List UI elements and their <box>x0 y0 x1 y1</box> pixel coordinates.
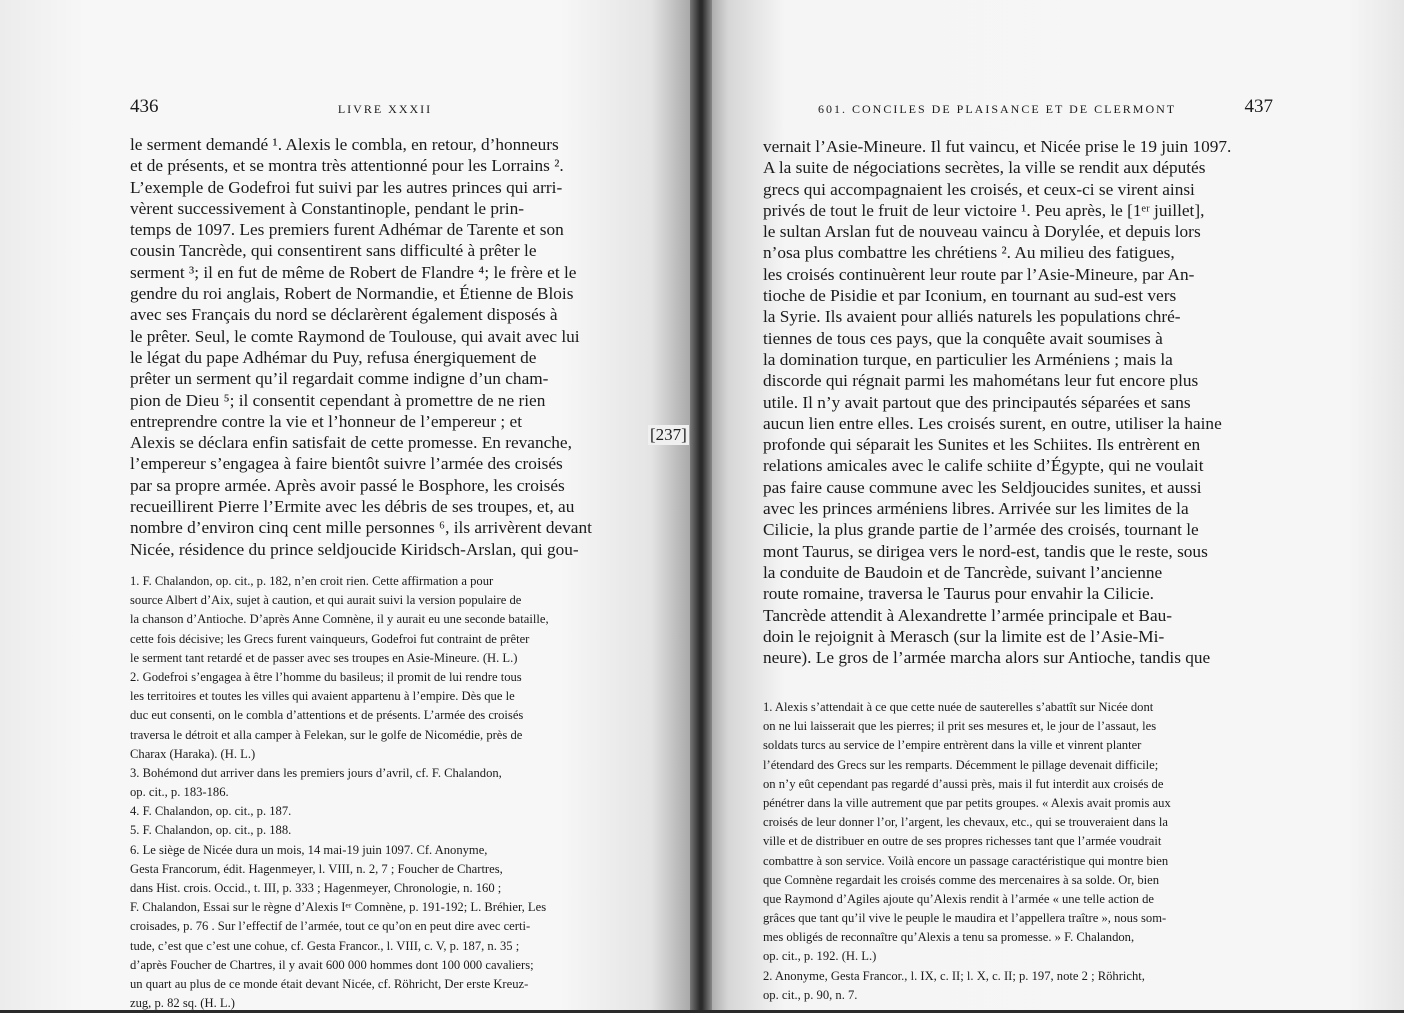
body-line: recueillirent Pierre l’Ermite avec les débris de ses troupes, et, au <box>130 497 575 517</box>
body-line: route romaine, traversa le Taurus pour envahir la Cilicie. <box>763 584 1154 604</box>
body-line: la domination turque, en particulier les Arméniens ; mais la <box>763 349 1173 369</box>
footnote-line: croisades, p. 76 . Sur l’effectif de l’armée, tout ce qu’on en peut dire avec certi- <box>130 919 531 934</box>
marginal-page-reference: [237] <box>650 425 687 444</box>
body-line: grecs qui accompagnaient les croisés, et ceux-ci se virent ainsi <box>763 179 1195 199</box>
footnote-line: 3. Bohémond dut arriver dans les premiers jours d’avril, cf. F. Chalandon, <box>130 765 502 780</box>
body-line: les croisés continuèrent leur route par l’Asie-Mineure, par An- <box>763 264 1195 284</box>
body-line: pion de Dieu ⁵; il consentit cependant à promettre de ne rien <box>130 390 546 410</box>
body-line: la conduite de Baudoin et de Tancrède, suivant l’ancienne <box>763 562 1163 582</box>
footnote-line: duc eut consenti, on le combla d’attentions et de présents. L’armée des croisés <box>130 708 524 723</box>
footnote-line: op. cit., p. 90, n. 7. <box>763 987 858 1002</box>
right-running-head: 601. CONCILES DE PLAISANCE ET DE CLERMONT <box>818 102 1177 116</box>
body-line: utile. Il n’y avait partout que des principautés séparées et sans <box>763 392 1191 412</box>
left-page-number: 436 <box>130 96 159 117</box>
body-line: neure). Le gros de l’armée marcha alors sur Antioche, tandis que <box>763 648 1211 668</box>
body-line: relations amicales avec le calife schiite d’Égypte, qui ne voulait <box>763 456 1204 476</box>
body-line: nombre d’environ cinq cent mille personnes ⁶, ils arrivèrent devant <box>130 518 592 538</box>
footnote-line: croisés de leur donner l’or, l’argent, les chevaux, etc., qui se trouveraient dans la <box>763 815 1168 830</box>
footnote-line: 5. F. Chalandon, op. cit., p. 188. <box>130 823 292 838</box>
left-footnotes <box>130 572 640 1013</box>
body-line: vèrent successivement à Constantinople, pendant le prin- <box>130 198 524 218</box>
footnote-line: zug, p. 82 sq. (H. L.) <box>130 996 235 1011</box>
footnote-line: op. cit., p. 192. (H. L.) <box>763 949 877 964</box>
book-gutter <box>690 0 712 1010</box>
body-line: discorde qui régnait parmi les mahométans leur fut encore plus <box>763 371 1199 391</box>
footnote-line: les territoires et toutes les villes qui avaient appartenu à l’empire. Dès que le <box>130 689 515 704</box>
footnote-line: 1. F. Chalandon, op. cit., p. 182, n’en croit rien. Cette affirmation a pour <box>130 574 494 588</box>
footnote-line: pénétrer dans la ville autrement que par petits groupes. « Alexis avait promis aux <box>763 795 1171 810</box>
body-line: le légat du pape Adhémar du Puy, refusa énergiquement de <box>130 347 537 367</box>
body-line: profonde qui séparait les Sunites et les Schiites. Ils entrèrent en <box>763 435 1201 455</box>
footnote-line: F. Chalandon, Essai sur le règne d’Alexis Iᵉʳ Comnène, p. 191-192; L. Bréhier, Les <box>130 900 547 915</box>
footnote-line: 4. F. Chalandon, op. cit., p. 187. <box>130 804 292 819</box>
body-line: A la suite de négociations secrètes, la ville se rendit aux députés <box>763 158 1206 178</box>
footnote-line: combattre à son service. Voilà encore un passage caractéristique qui montre bien <box>763 853 1169 868</box>
right-body-text <box>763 136 1278 668</box>
body-line: Cilicie, la plus grande partie de l’armée des croisés, tournant le <box>763 520 1199 540</box>
body-line: L’exemple de Godefroi fut suivi par les autres princes qui arri- <box>130 177 563 197</box>
footnote-line: 1. Alexis s’attendait à ce que cette nuée de sauterelles s’abattît sur Nicée dont <box>763 700 1154 714</box>
body-line: gendre du roi anglais, Robert de Normandie, et Étienne de Blois <box>130 284 574 304</box>
footnote-line: un quart au plus de ce monde était devant Nicée, cf. Röhricht, Der erste Kreuz- <box>130 976 529 991</box>
body-line: n’osa plus combattre les chrétiens ². Au milieu des fatigues, <box>763 243 1175 263</box>
body-line: Nicée, résidence du prince seldjoucide Kiridsch-Arslan, qui gou- <box>130 539 579 559</box>
left-running-head: LIVRE XXXII <box>337 102 433 116</box>
body-line: mont Taurus, se dirigea vers le nord-est, tandis que le reste, sous <box>763 541 1208 561</box>
footnote-line: cette fois décisive; les Grecs furent vainqueurs, Godefroi fut contraint de prêter <box>130 631 530 646</box>
body-line: privés de tout le fruit de leur victoire ¹. Peu après, le [1ᵉʳ juillet], <box>763 200 1205 220</box>
body-line: temps de 1097. Les premiers furent Adhémar de Tarente et son <box>130 220 564 240</box>
body-line: prêter un serment qu’il regardait comme indigne d’un cham- <box>130 369 549 389</box>
footnote-line: Gesta Francorum, édit. Hagenmeyer, l. VIII, n. 2, 7 ; Foucher de Chartres, <box>130 861 503 876</box>
footnote-line: d’après Foucher de Chartres, il y avait 600 000 hommes dont 100 000 cavaliers; <box>130 957 534 972</box>
footnote-line: dans Hist. crois. Occid., t. III, p. 333 ; Hagenmeyer, Chronologie, n. 160 ; <box>130 881 502 895</box>
body-line: le sultan Arslan fut de nouveau vaincu à Dorylée, et depuis lors <box>763 222 1201 242</box>
body-line: entreprendre contre la vie et l’honneur de l’empereur ; et <box>130 411 522 431</box>
body-line: tioche de Pisidie et par Iconium, en tournant au sud-est vers <box>763 286 1177 306</box>
body-line: et de présents, et se montra très attentionné pour les Lorrains ². <box>130 156 564 176</box>
footnote-line: source Albert d’Aix, sujet à caution, et qui aurait suivi la version populaire de <box>130 593 522 608</box>
body-line: avec ses Français du nord se déclarèrent également disposés à <box>130 305 558 325</box>
footnote-line: grâces que tant qu’il vive le peuple le maudira et l’appellera traître », nous som- <box>763 911 1167 926</box>
footnote-line: Charax (Haraka). (H. L.) <box>130 746 256 761</box>
footnote-line: soldats turcs au service de l’empire entrèrent dans la ville et vinrent planter <box>763 738 1142 753</box>
footnote-line: ville et de distribuer en outre de ses propres richesses tant que l’armée voudrait <box>763 834 1162 849</box>
footnote-line: tude, c’est que c’est une cohue, cf. Gesta Francor., l. VIII, c. V, p. 187, n. 35 ; <box>130 938 520 953</box>
body-line: serment ³; il en fut de même de Robert de Flandre ⁴; le frère et le <box>130 262 577 282</box>
body-line: pas faire cause commune avec les Seldjoucides sunites, et aussi <box>763 477 1202 497</box>
body-line: par sa propre armée. Après avoir passé le Bosphore, les croisés <box>130 475 565 495</box>
body-line: la Syrie. Ils avaient pour alliés naturels les populations chré- <box>763 307 1181 327</box>
body-line: cousin Tancrède, qui consentirent sans difficulté à prêter le <box>130 241 537 261</box>
body-line: le prêter. Seul, le comte Raymond de Toulouse, qui avait avec lui <box>130 326 580 346</box>
footnote-line: 2. Anonyme, Gesta Francor., l. IX, c. II; l. X, c. II; p. 197, note 2 ; Röhricht, <box>763 968 1145 983</box>
body-line: Alexis se déclara enfin satisfait de cette promesse. En revanche, <box>130 433 572 453</box>
footnote-line: que Comnène regardait les croisés comme des mercenaires à sa solde. Or, bien <box>763 872 1160 887</box>
body-line: avec les princes arméniens libres. Arrivée sur les limites de la <box>763 499 1189 519</box>
footnote-line: le serment tant retardé et de passer avec ses troupes en Asie-Mineure. (H. L.) <box>130 650 518 665</box>
left-body-text <box>130 134 640 560</box>
body-line: Tancrède attendit à Alexandrette l’armée principale et Bau- <box>763 605 1173 625</box>
body-line: vernait l’Asie-Mineure. Il fut vaincu, et Nicée prise le 19 juin 1097. <box>763 137 1232 156</box>
body-line: l’empereur s’engagea à faire bientôt suivre l’armée des croisés <box>130 454 563 474</box>
body-line: tiennes de tous ces pays, que la conquête avait soumises à <box>763 328 1163 348</box>
footnote-line: mes obligés de reconnaître qu’Alexis a tenu sa promesse. » F. Chalandon, <box>763 930 1135 945</box>
footnote-line: op. cit., p. 183-186. <box>130 785 229 800</box>
footnote-line: traversa le détroit et alla camper à Felekan, sur le golfe de Nicomédie, près de <box>130 727 523 742</box>
body-line: aucun lien entre elles. Les croisés surent, en outre, utiliser la haine <box>763 413 1222 433</box>
footnote-line: 2. Godefroi s’engagea à être l’homme du basileus; il promit de lui rendre tous <box>130 669 522 684</box>
right-page-number: 437 <box>1244 96 1273 117</box>
body-line: le serment demandé ¹. Alexis le combla, en retour, d’honneurs <box>130 135 559 154</box>
footnote-line: la chanson d’Antioche. D’après Anne Comnène, il y aurait eu une seconde bataille, <box>130 612 549 627</box>
right-running-header <box>818 96 1273 126</box>
left-running-header <box>130 96 640 126</box>
right-footnotes <box>763 698 1278 1005</box>
footnote-line: on n’y eût cependant pas regardé d’aussi près, mais il fut interdit aux croisés de <box>763 776 1164 791</box>
footnote-line: l’étendard des Grecs sur les remparts. Décemment le pillage devenait difficile; <box>763 757 1159 772</box>
footnote-line: que Raymond d’Agiles ajoute qu’Alexis rendit à l’armée « une telle action de <box>763 891 1154 906</box>
footnote-line: on ne lui laisserait que les pierres; il prit ses mesures et, le jour de l’assaut, les <box>763 719 1157 734</box>
body-line: doin le rejoignit à Merasch (sur la limite est de l’Asie-Mi- <box>763 626 1165 646</box>
footnote-line: 6. Le siège de Nicée dura un mois, 14 mai-19 juin 1097. Cf. Anonyme, <box>130 842 488 857</box>
